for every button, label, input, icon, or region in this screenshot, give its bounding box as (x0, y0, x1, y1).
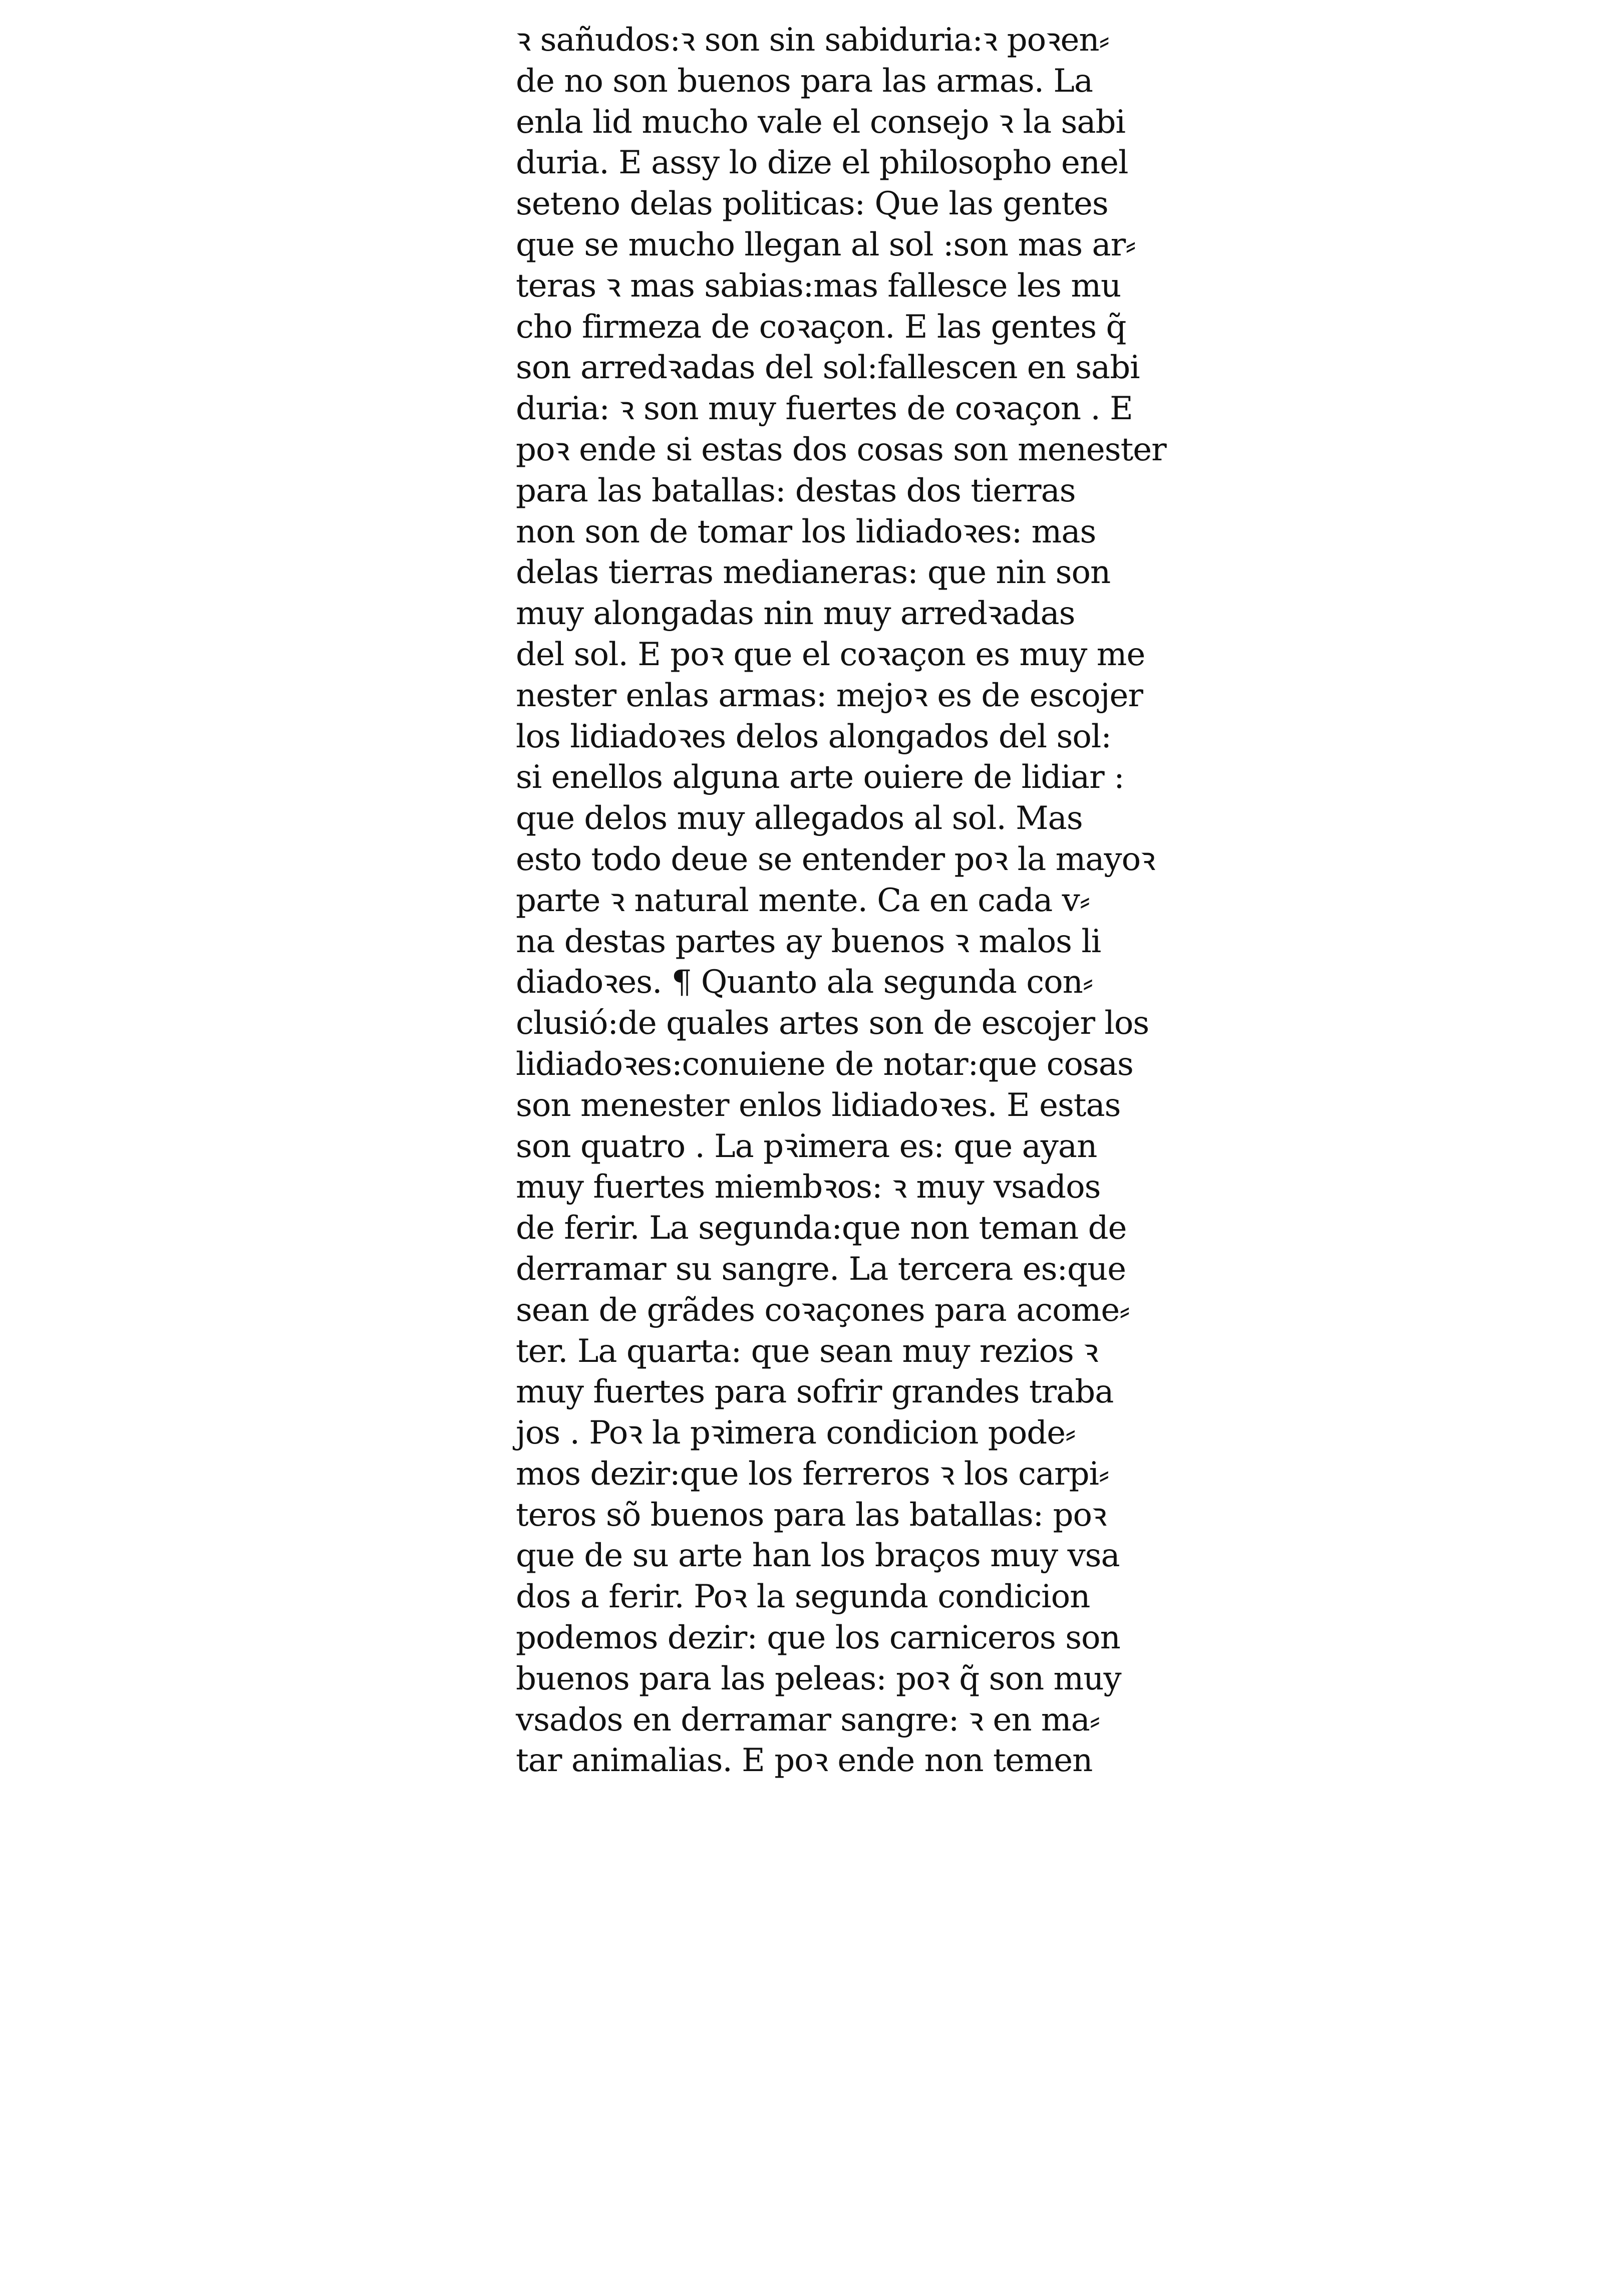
text-line: poꝛ ende si estas dos cosas son menester (516, 431, 1166, 468)
text-line: seteno delas politicas: Que las gentes (516, 185, 1108, 223)
text-line: clusió:de quales artes son de escojer los (516, 1005, 1149, 1042)
text-line: delas tierras medianeras: que nin son (516, 554, 1111, 592)
text-line: muy fuertes para sofrir grandes traba (516, 1373, 1114, 1411)
text-column (516, 20, 1166, 1782)
text-line: para las batallas: destas dos tierras (516, 472, 1076, 509)
text-line: diadoꝛes. ¶ Quanto ala segunda con⸗ (516, 964, 1093, 1001)
text-line: cho firmeza de coꝛaçon. E las gentes q̃ (516, 308, 1126, 346)
text-line: buenos para las peleas: poꝛ q̃ son muy (516, 1660, 1121, 1697)
text-line: ꝛ sañudos:ꝛ son sin sabiduria:ꝛ poꝛen⸗ (516, 22, 1109, 59)
text-line: teros sõ buenos para las batallas: poꝛ (516, 1496, 1107, 1534)
text-line: ter. La quarta: que sean muy rezios ꝛ (516, 1332, 1098, 1370)
text-line: parte ꝛ natural mente. Ca en cada v⸗ (516, 882, 1090, 919)
text-line: esto todo deue se entender poꝛ la mayoꝛ (516, 840, 1155, 878)
text-line: son quatro . La pꝛimera es: que ayan (516, 1127, 1097, 1165)
text-line: que delos muy allegados al sol. Mas (516, 800, 1083, 837)
text-line: son arredꝛadas del sol:fallescen en sabi (516, 349, 1140, 387)
text-line: son menester enlos lidiadoꝛes. E estas (516, 1086, 1121, 1124)
text-line: muy fuertes miembꝛos: ꝛ muy vsados (516, 1169, 1101, 1206)
text-line: que de su arte han los braços muy vsa (516, 1537, 1120, 1575)
text-line: mos dezir:que los ferreros ꝛ los carpi⸗ (516, 1455, 1109, 1493)
text-line: duria. E assy lo dize el philosopho enel (516, 144, 1128, 182)
text-line: muy alongadas nin muy arredꝛadas (516, 595, 1075, 633)
text-line: podemos dezir: que los carniceros son (516, 1619, 1120, 1657)
text-line: dos a ferir. Poꝛ la segunda condicion (516, 1578, 1090, 1616)
text-line: de ferir. La segunda:que non teman de (516, 1210, 1127, 1247)
text-line: lidiadoꝛes:conuiene de notar:que cosas (516, 1045, 1133, 1083)
text-line: enla lid mucho vale el consejo ꝛ la sabi (516, 103, 1125, 141)
text-line: vsados en derramar sangre: ꝛ en ma⸗ (516, 1701, 1100, 1739)
text-line: del sol. E poꝛ que el coꝛaçon es muy me (516, 636, 1145, 673)
text-line: tar animalias. E poꝛ ende non temen (516, 1742, 1093, 1780)
text-line: sean de grãdes coꝛaçones para acome⸗ (516, 1291, 1130, 1329)
text-line: si enellos alguna arte ouiere de lidiar : (516, 759, 1124, 796)
text-line: nester enlas armas: mejoꝛ es de escojer (516, 677, 1143, 714)
text-line: los lidiadoꝛes delos alongados del sol: (516, 718, 1111, 755)
text-line: non son de tomar los lidiadoꝛes: mas (516, 513, 1096, 550)
text-line: teras ꝛ mas sabias:mas fallesce les mu (516, 267, 1121, 305)
text-line: derramar su sangre. La tercera es:que (516, 1250, 1126, 1288)
text-line: de no son buenos para las armas. La (516, 62, 1093, 100)
text-line: jos . Poꝛ la pꝛimera condicion pode⸗ (516, 1414, 1076, 1452)
text-line: na destas partes ay buenos ꝛ malos li (516, 923, 1101, 960)
text-line: que se mucho llegan al sol :son mas ar⸗ (516, 226, 1136, 263)
text-line: duria: ꝛ son muy fuertes de coꝛaçon . E (516, 390, 1133, 428)
